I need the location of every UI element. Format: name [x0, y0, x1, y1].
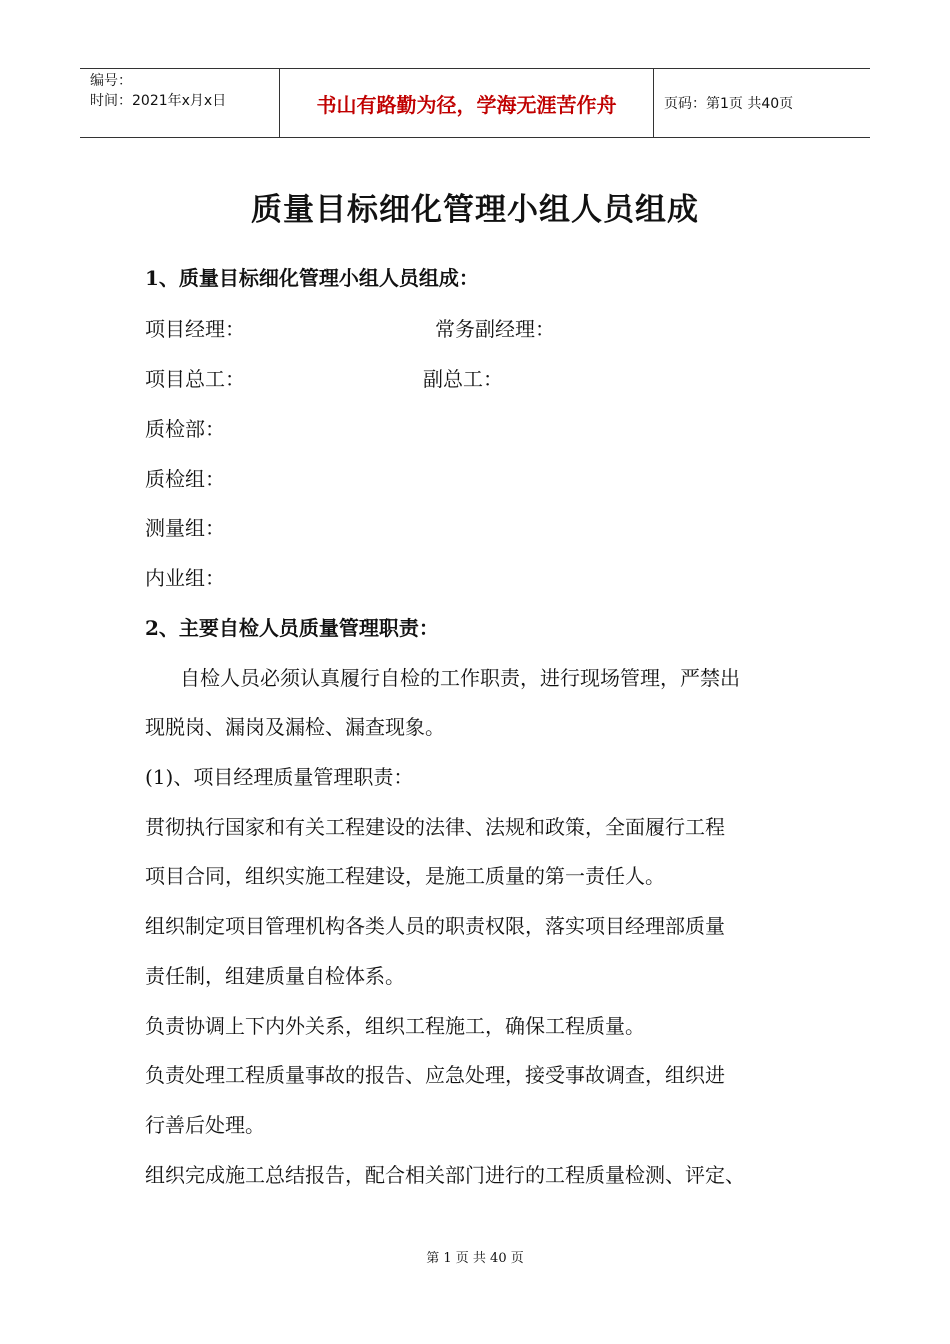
header-motto: 书山有路勤为径，学海无涯苦作舟: [280, 69, 654, 137]
paragraph-line: 组织完成施工总结报告，配合相关部门进行的工程质量检测、评定、: [145, 1163, 745, 1187]
chief-engineer-label: 项目总工：: [145, 367, 245, 391]
page-footer: 第 1 页 共 40 页: [426, 1251, 524, 1266]
page-header: [80, 68, 870, 138]
time-label: 时间：2021年x月x日: [90, 93, 227, 109]
header-meta: [80, 69, 280, 137]
sub1-heading: (1)、项目经理质量管理职责：: [145, 765, 414, 789]
paragraph-line: 贯彻执行国家和有关工程建设的法律、法规和政策，全面履行工程: [145, 815, 725, 839]
survey-group-label: 测量组：: [145, 516, 225, 540]
paragraph-line: 项目合同，组织实施工程建设，是施工质量的第一责任人。: [145, 864, 665, 888]
paragraph-line: 责任制，组建质量自检体系。: [145, 964, 405, 988]
qc-group-label: 质检组：: [145, 467, 225, 491]
number-label: 编号：: [90, 73, 132, 89]
office-group-label: 内业组：: [145, 566, 225, 590]
paragraph-line: 自检人员必须认真履行自检的工作职责，进行现场管理，严禁出: [180, 666, 740, 690]
section1-heading: 1、质量目标细化管理小组人员组成：: [145, 266, 479, 290]
deputy-chief-engineer-label: 副总工：: [423, 367, 503, 391]
paragraph-line: 现脱岗、漏岗及漏检、漏查现象。: [145, 715, 445, 739]
header-page-info: 页码：第1页 共40页: [664, 96, 794, 112]
paragraph-line: 行善后处理。: [145, 1113, 265, 1137]
paragraph-line: 负责协调上下内外关系，组织工程施工，确保工程质量。: [145, 1014, 645, 1038]
qc-department-label: 质检部：: [145, 417, 225, 441]
project-manager-label: 项目经理：: [145, 317, 245, 341]
paragraph-line: 组织制定项目管理机构各类人员的职责权限，落实项目经理部质量: [145, 914, 725, 938]
executive-deputy-manager-label: 常务副经理：: [435, 317, 555, 341]
document-title: 质量目标细化管理小组人员组成: [251, 192, 699, 228]
section2-heading: 2、主要自检人员质量管理职责：: [145, 616, 439, 640]
paragraph-line: 负责处理工程质量事故的报告、应急处理，接受事故调查，组织进: [145, 1063, 725, 1087]
